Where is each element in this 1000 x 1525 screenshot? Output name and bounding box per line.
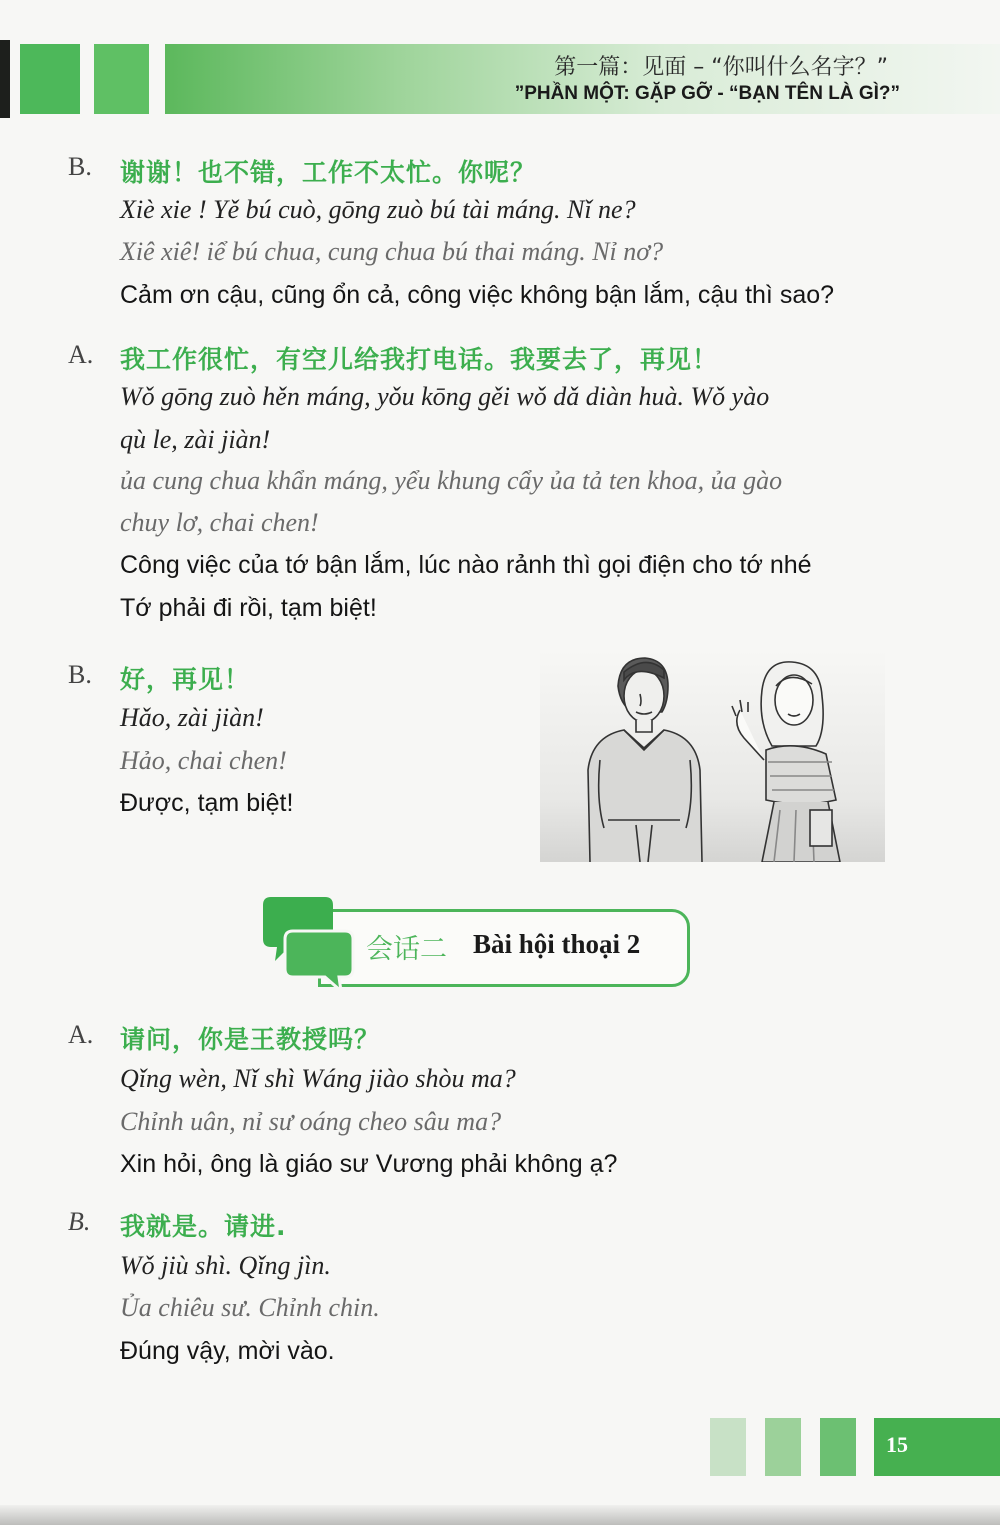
pinyin-line: Wǒ gōng zuò hěn máng, yǒu kōng gěi wǒ dǎ diàn huà. Wǒ yào: [120, 382, 770, 411]
footer-green-block: [765, 1418, 801, 1476]
chinese-line: 谢谢！也不错，工作不太忙。你呢？: [120, 158, 537, 187]
speaker-label: B.: [68, 660, 92, 689]
vietnamese-line: Được, tạm biệt!: [120, 789, 294, 817]
phonetic-line: Xiê xiê! iể bú chua, cung chua bú thai máng. Nỉ nơ?: [120, 237, 664, 266]
vietnamese-line: Công việc của tớ bận lắm, lúc nào rảnh thì gọi điện cho tớ nhé: [120, 551, 812, 579]
section-label-vietnamese: Bài hội thoại 2: [473, 929, 641, 959]
pinyin-line: Qǐng wèn, Nǐ shì Wáng jiào shòu ma?: [120, 1064, 516, 1093]
chinese-line: 我工作很忙，有空儿给我打电话。我要去了，再见！: [120, 345, 719, 374]
chinese-line: 好，再见！: [120, 665, 251, 694]
page-bottom-edge: [0, 1505, 1000, 1525]
header-green-block: [94, 44, 149, 114]
page-number: 15: [886, 1432, 908, 1457]
speaker-label: B.: [68, 152, 92, 181]
vietnamese-line: Đúng vậy, mời vào.: [120, 1337, 335, 1365]
header-title-vietnamese: ”PHẦN MỘT: GẶP GỠ - “BẠN TÊN LÀ GÌ?”: [514, 83, 900, 104]
page-edge-tab: [0, 40, 10, 118]
pinyin-line: qù le, zài jiàn!: [120, 425, 271, 454]
vietnamese-line: Tớ phải đi rồi, tạm biệt!: [120, 594, 377, 622]
footer-green-block: [710, 1418, 746, 1476]
phonetic-line: Ủa chiêu sư. Chỉnh chin.: [120, 1293, 380, 1322]
speaker-label: B.: [68, 1207, 91, 1236]
pinyin-line: Hǎo, zài jiàn!: [120, 703, 264, 732]
footer-green-block: [820, 1418, 856, 1476]
vietnamese-line: Xin hỏi, ông là giáo sư Vương phải không ạ?: [120, 1150, 618, 1178]
phonetic-line: chuy lơ, chai chen!: [120, 508, 319, 537]
header-green-block: [20, 44, 80, 114]
header-title-chinese: 第一篇：见面 – “你叫什么名字？”: [554, 55, 888, 80]
phonetic-line: Chỉnh uân, nỉ sư oáng cheo sâu ma?: [120, 1107, 502, 1136]
phonetic-line: ủa cung chua khẩn máng, yểu khung cẩy ủa tả ten khoa, ủa gào: [120, 466, 783, 495]
speaker-label: A.: [68, 340, 94, 369]
pinyin-line: Wǒ jiù shì. Qǐng jìn.: [120, 1251, 331, 1280]
chinese-line: 请问，你是王教授吗？: [120, 1025, 381, 1054]
phonetic-line: Hảo, chai chen!: [120, 746, 287, 775]
vietnamese-line: Cảm ơn cậu, cũng ổn cả, công việc không bận lắm, cậu thì sao?: [120, 281, 835, 309]
section-label-chinese: 会话二: [366, 934, 447, 965]
illustration-man-woman-greeting: [540, 650, 885, 862]
chinese-line: 我就是。请进.: [120, 1212, 287, 1241]
page-number-box: [874, 1418, 1000, 1476]
speech-bubbles-icon: [255, 895, 360, 995]
speaker-label: A.: [68, 1020, 94, 1049]
pinyin-line: Xiè xie ! Yě bú cuò, gōng zuò bú tài máng. Nǐ ne?: [120, 195, 636, 224]
